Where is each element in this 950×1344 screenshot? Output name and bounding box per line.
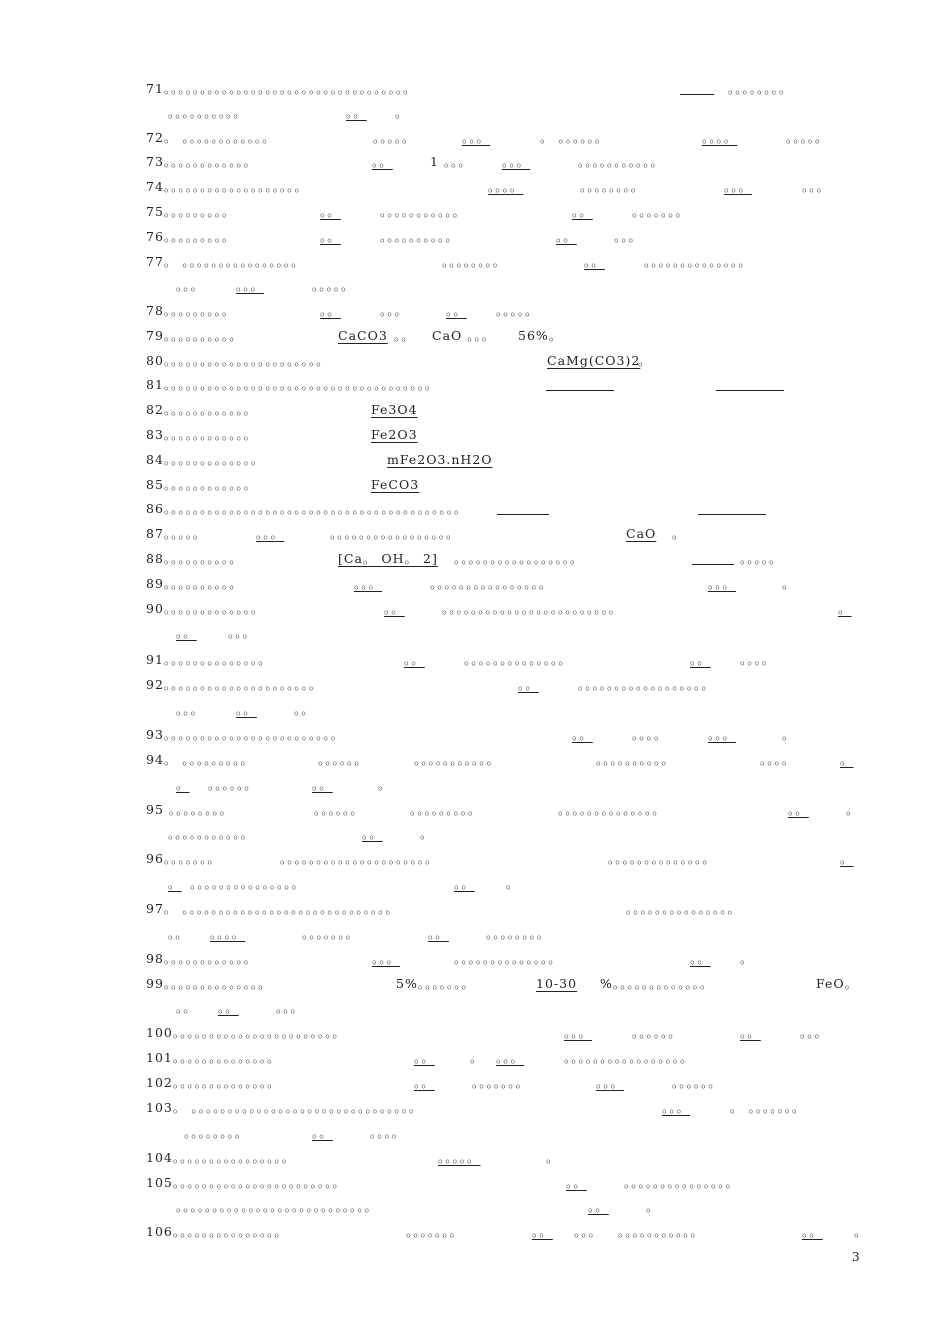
- question-102: [0, 1072, 950, 1094]
- question-text-mid: 1 。。。: [430, 154, 472, 169]
- question-105-cont: [0, 1196, 950, 1218]
- question-95: [0, 799, 950, 821]
- question-text-tail: 。。。。。。。。。。。。。。。: [624, 1175, 740, 1190]
- question-text: 73。。。。。。。。。。。。: [146, 154, 258, 169]
- question-100: [0, 1022, 950, 1044]
- question-81: [0, 374, 950, 396]
- answer-blank-2: [698, 514, 766, 515]
- question-text-mid: 。。。。。: [373, 130, 416, 145]
- question-text-mid: 。。。。。。。。。。。。。。。。。。。。。。。。: [442, 601, 623, 616]
- question-text-mid-3: 。。。。。。。。。。: [596, 752, 675, 767]
- question-text-mid-2: %。。。。。。。。。。。。。: [600, 976, 714, 991]
- answer: 。。: [532, 1224, 553, 1239]
- question-text-tail: 。。。。。: [740, 551, 783, 566]
- question-97-cont: [0, 923, 950, 945]
- answer-2: 。。。。: [702, 130, 738, 145]
- answer: 。。: [372, 154, 393, 169]
- answer-2-start: 。: [838, 601, 852, 616]
- question-text-mid: 。。。。。。。。: [442, 254, 507, 269]
- question-87: [0, 523, 950, 545]
- question-text: 71。。。。。。。。。。。。。。。。。。。。。。。。。。。。。。。。。。: [146, 81, 417, 96]
- answer-2: 。。。: [502, 154, 531, 169]
- answer-2: 。。: [446, 303, 467, 318]
- question-text-tail: 。。。。。。。。: [728, 81, 793, 96]
- question-text-mid: 。。。。: [632, 727, 668, 742]
- question-text-mid: 。。。: [380, 303, 409, 318]
- question-90: [0, 598, 950, 620]
- question-text: 76。。。。。。。。。: [146, 229, 236, 244]
- question-text: 。。: [168, 926, 189, 941]
- question-77: [0, 251, 950, 273]
- page-number: 3: [852, 1250, 860, 1264]
- answer-2: 。。: [428, 926, 449, 941]
- answer: [Ca。 OH。 2]: [338, 551, 438, 566]
- answer: 。。: [414, 1075, 435, 1090]
- question-text-mid: 。。。。。。。: [302, 926, 360, 941]
- question-text-mid: 。。。。。。。: [406, 1224, 464, 1239]
- question-text: 。。。: [176, 702, 205, 717]
- question-text: 87。。。。。: [146, 526, 207, 541]
- question-90-cont: [0, 622, 950, 644]
- question-text-tail: 。: [646, 1199, 660, 1214]
- question-text: 。。。。。。。。。。: [168, 105, 247, 120]
- question-text-tail: 。: [846, 802, 860, 817]
- question-text-tail: 。。。: [228, 625, 257, 640]
- question-text: 81。。。。。。。。。。。。。。。。。。。。。。。。。。。。。。。。。。。。。: [146, 377, 439, 392]
- question-text-tail: 。。。。: [740, 652, 776, 667]
- answer: 。。: [320, 229, 341, 244]
- answer: 。。。: [372, 951, 401, 966]
- question-text: 84。。。。。。。。。。。。。: [146, 452, 265, 467]
- answer: 。。: [572, 727, 593, 742]
- answer: 。。: [320, 303, 341, 318]
- question-text: 94。 。。。。。。。。。: [146, 752, 254, 767]
- answer-end: 。: [168, 876, 182, 891]
- answer-2: 。。。: [724, 179, 753, 194]
- question-text: 。。。。。。。。。。。。。。。。。。。。。。。。。。。: [176, 1199, 379, 1214]
- question-text-mid: 。: [470, 1050, 484, 1065]
- question-text-mid: 。。。。。。: [314, 802, 364, 817]
- question-text-mid: 。。。。。。。。: [580, 179, 645, 194]
- question-text-mid: 。。。。。。。。。。。。。。。。。: [454, 551, 584, 566]
- question-94-cont: [0, 774, 950, 796]
- answer: 。。: [414, 1050, 435, 1065]
- question-106: [0, 1221, 950, 1243]
- question-105: [0, 1172, 950, 1194]
- question-text-mid: 。。。。。。。。。。。。。。。。。。。。。: [280, 851, 439, 866]
- question-text: 102。。。。。。。。。。。。。。: [146, 1075, 281, 1090]
- answer-2: 。。: [690, 951, 711, 966]
- question-text: 95 。。。。。。。。: [146, 802, 234, 817]
- question-88: [0, 548, 950, 570]
- answer: 。。。。: [210, 926, 246, 941]
- question-78: [0, 300, 950, 322]
- question-text-mid-2: 。。。。。。。。。: [410, 802, 482, 817]
- answer: 。。: [788, 802, 809, 817]
- question-71-cont: [0, 102, 950, 124]
- answer-2: 。。。: [708, 576, 737, 591]
- question-92: [0, 674, 950, 696]
- answer-formula: Fe3O4: [371, 402, 418, 417]
- answer: 。。。。: [488, 179, 524, 194]
- answer: 。。: [320, 204, 341, 219]
- answer-2: 。。。: [596, 1075, 625, 1090]
- question-text: 。。。。。。。。。。。: [168, 826, 255, 841]
- question-text-mid: 。。。。。。。。。。。。。。: [454, 951, 562, 966]
- question-text: 74。。。。。。。。。。。。。。。。。。。: [146, 179, 308, 194]
- question-103-cont: [0, 1122, 950, 1144]
- question-text-tail: 。。。。。。。。。。。: [578, 154, 665, 169]
- question-text-tail: 。。。: [802, 179, 831, 194]
- question-text: 86。。。。。。。。。。。。。。。。。。。。。。。。。。。。。。。。。。。。。。。。。: [146, 501, 468, 516]
- question-74: [0, 176, 950, 198]
- question-text-mid-2: 。。。。。。。。。。。: [414, 752, 501, 767]
- question-79: [0, 325, 950, 347]
- question-text: 103。 。。。。。。。。。。。。。。。。。。。。。。。。。。。。。。。: [146, 1100, 423, 1115]
- question-text-tail: 。: [420, 826, 434, 841]
- question-text-mid: 。。。。。。: [632, 1025, 682, 1040]
- question-text: 100。。。。。。。。。。。。。。。。。。。。。。。: [146, 1025, 346, 1040]
- question-text: 91。。。。。。。。。。。。。。: [146, 652, 272, 667]
- answer-blank: [546, 390, 614, 391]
- question-text: 79。。。。。。。。。。: [146, 328, 243, 343]
- question-97: [0, 898, 950, 920]
- question-text: 98。。。。。。。。。。。。: [146, 951, 258, 966]
- question-text: 83。。。。。。。。。。。。: [146, 427, 258, 442]
- answer-end: 。: [176, 777, 190, 792]
- question-99: [0, 973, 950, 995]
- question-text-mid-4: 。。。。: [760, 752, 796, 767]
- answer-blank: [692, 564, 734, 565]
- answer: 。。: [346, 105, 367, 120]
- answer: 。。: [384, 601, 405, 616]
- question-text-tail: 。。。。。。。。: [486, 926, 551, 941]
- question-text-tail: 。。。。。。。。。。。。。。。。。。: [578, 677, 715, 692]
- question-text: 75。。。。。。。。。: [146, 204, 236, 219]
- answer: 。。。。。: [438, 1150, 481, 1165]
- question-text-tail: 。。。。。。。: [632, 204, 690, 219]
- question-text: 104。。。。。。。。。。。。。。。。: [146, 1150, 296, 1165]
- question-104: [0, 1147, 950, 1169]
- question-text-tail: 。: [378, 777, 392, 792]
- question-text: 。。。: [176, 278, 205, 293]
- question-text: 78。。。。。。。。。: [146, 303, 236, 318]
- question-103: [0, 1097, 950, 1119]
- answer-formula: FeCO3: [371, 477, 420, 492]
- answer: 。。: [518, 677, 539, 692]
- answer: 。。。: [662, 1100, 691, 1115]
- question-text: 82。。。。。。。。。。。。: [146, 402, 258, 417]
- question-80: [0, 350, 950, 372]
- answer: CaMg(CO3)2: [547, 353, 641, 368]
- question-99-cont: [0, 997, 950, 1019]
- answer: 。。。: [236, 278, 265, 293]
- question-text: 85。。。。。。。。。。。。: [146, 477, 258, 492]
- answer-start: 。: [840, 851, 854, 866]
- question-text: 90。。。。。。。。。。。。。: [146, 601, 265, 616]
- question-83: [0, 424, 950, 446]
- answer: 10-30: [536, 976, 578, 991]
- question-text-mid: 。。。。。。。。。。。。。。。: [190, 876, 306, 891]
- question-98: [0, 948, 950, 970]
- question-96: [0, 848, 950, 870]
- question-text-tail: FeO。: [816, 976, 859, 991]
- question-text: 105。。。。。。。。。。。。。。。。。。。。。。。: [146, 1175, 346, 1190]
- question-text-mid-3: 。。。。。。。。。。。: [618, 1224, 705, 1239]
- question-93: [0, 724, 950, 746]
- question-95-cont: [0, 823, 950, 845]
- answer-2: 。。: [312, 777, 333, 792]
- question-84: [0, 449, 950, 471]
- question-75: [0, 201, 950, 223]
- answer: CaCO3: [338, 328, 388, 343]
- question-text-mid-2: 。。。: [574, 1224, 603, 1239]
- question-text-mid: 。。。。。。。。。。。。。。。: [626, 901, 742, 916]
- question-text: 72。 。。。。。。。。。。。。: [146, 130, 276, 145]
- answer-2: 。。: [802, 1224, 823, 1239]
- answer: 。。: [362, 826, 383, 841]
- question-text-mid-3: 。。。。。。。。。。。。。。: [558, 802, 666, 817]
- question-text-tail: 。: [546, 1150, 560, 1165]
- question-text-tail: 。。。: [614, 229, 643, 244]
- question-86: [0, 498, 950, 520]
- question-text-mid: 。。。。。。: [208, 777, 258, 792]
- question-text-tail: 。。。。。。。。。。。。。。。。。: [564, 1050, 694, 1065]
- question-71: [0, 78, 950, 100]
- answer-2: 。。: [454, 876, 475, 891]
- question-text-tail: 。: [395, 105, 409, 120]
- question-text-tail: 。。。: [276, 1000, 305, 1015]
- question-text: 106。。。。。。。。。。。。。。。: [146, 1224, 288, 1239]
- answer: 。。: [236, 702, 257, 717]
- question-text-mid: 。。。。。。。。。。: [380, 229, 459, 244]
- question-text-tail: 。。: [294, 702, 315, 717]
- question-text-tail: 。: [740, 951, 754, 966]
- question-73: [0, 151, 950, 173]
- question-101: [0, 1047, 950, 1069]
- answer-2: CaO: [626, 526, 657, 541]
- question-text-mid: 。。。。。。。。。。。: [380, 204, 467, 219]
- answer: 。。: [404, 652, 425, 667]
- question-text-mid: 。 。。。。。。: [540, 130, 609, 145]
- question-text: 89。。。。。。。。。。: [146, 576, 243, 591]
- question-text-tail: 。。。。。: [496, 303, 539, 318]
- question-text-tail: 。: [854, 1224, 868, 1239]
- question-text-mid: 。。。。。。。。。。。。。。。。: [430, 576, 553, 591]
- answer-2: 。。。: [708, 727, 737, 742]
- answer-formula: mFe2O3.nH2O: [387, 452, 493, 467]
- question-text: 97。 。。。。。。。。。。。。。。。。。。。。。。。。。。。。。: [146, 901, 399, 916]
- question-82: [0, 399, 950, 421]
- question-92-cont: [0, 699, 950, 721]
- answer-blank-2: [716, 390, 784, 391]
- question-text-mid: 5%。。。。。。。: [396, 976, 475, 991]
- question-text-tail: 。: [782, 727, 796, 742]
- answer-start: 。: [840, 752, 854, 767]
- question-text: 99。。。。。。。。。。。。。。: [146, 976, 272, 991]
- question-text: 101。。。。。。。。。。。。。。: [146, 1050, 281, 1065]
- question-text: 80。。。。。。。。。。。。。。。。。。。。。。: [146, 353, 330, 368]
- question-text-tail: 。。。。。。。。。。。。。。: [644, 254, 752, 269]
- question-text-tail: 。: [672, 526, 686, 541]
- question-85: [0, 474, 950, 496]
- answer: 。。: [584, 254, 605, 269]
- question-72: [0, 127, 950, 149]
- question-text-mid: 。。: [394, 328, 415, 343]
- question-text-tail: 。。。。。。: [672, 1075, 722, 1090]
- question-text-mid-2: 。。。。。。。。。。。。。。: [608, 851, 716, 866]
- question-text-tail: 56%。: [518, 328, 563, 343]
- question-77-cont: [0, 275, 950, 297]
- question-text-tail: 。 。。。。。。。: [730, 1100, 806, 1115]
- question-text-tail: 。。。。。: [312, 278, 355, 293]
- question-text: 88。。。。。。。。。。: [146, 551, 243, 566]
- question-text: 93。。。。。。。。。。。。。。。。。。。。。。。。: [146, 727, 345, 742]
- question-text: 77。 。。。。。。。。。。。。。。。。: [146, 254, 305, 269]
- question-text-tail: 。: [638, 353, 652, 368]
- question-text-mid: 。。。。。。。。。。。。。。。。。: [330, 526, 460, 541]
- answer-blank: [497, 514, 549, 515]
- answer-2: 。。: [556, 229, 577, 244]
- question-text-mid: 。。。。。。。: [472, 1075, 530, 1090]
- question-96-cont: [0, 873, 950, 895]
- answer-2: 。。: [690, 652, 711, 667]
- answer-2: 。。: [572, 204, 593, 219]
- question-text-tail: 。。。。: [370, 1125, 406, 1140]
- question-text-mid-2: CaO 。。。: [432, 328, 496, 343]
- answer: 。。: [218, 1000, 239, 1015]
- answer: 。。。: [462, 130, 491, 145]
- question-91: [0, 649, 950, 671]
- answer-formula: Fe2O3: [371, 427, 418, 442]
- answer: 。。: [566, 1175, 587, 1190]
- question-94: [0, 749, 950, 771]
- question-text-tail: 。: [506, 876, 520, 891]
- answer: 。。: [312, 1125, 333, 1140]
- answer-2: 。。: [740, 1025, 761, 1040]
- question-text: 。。: [176, 1000, 197, 1015]
- answer: 。。。: [256, 526, 285, 541]
- answer-blank: [680, 94, 714, 95]
- question-text-tail: 。。。: [800, 1025, 829, 1040]
- question-89: [0, 573, 950, 595]
- question-text: 92。。。。。。。。。。。。。。。。。。。。。: [146, 677, 323, 692]
- answer: 。。: [588, 1199, 609, 1214]
- question-76: [0, 226, 950, 248]
- question-text-mid: 。。。。。。。。。。。。。。: [464, 652, 572, 667]
- question-text-mid: 。。。。。。: [318, 752, 368, 767]
- answer: 。。。: [564, 1025, 593, 1040]
- question-text: 。。。。。。。。: [184, 1125, 249, 1140]
- question-text-tail: 。: [782, 576, 796, 591]
- question-text-tail: 。。。。。: [786, 130, 829, 145]
- answer: 。。。: [354, 576, 383, 591]
- answer-2: 。。。: [496, 1050, 525, 1065]
- question-text: 96。。。。。。。: [146, 851, 221, 866]
- answer-2-end: 。。: [176, 625, 197, 640]
